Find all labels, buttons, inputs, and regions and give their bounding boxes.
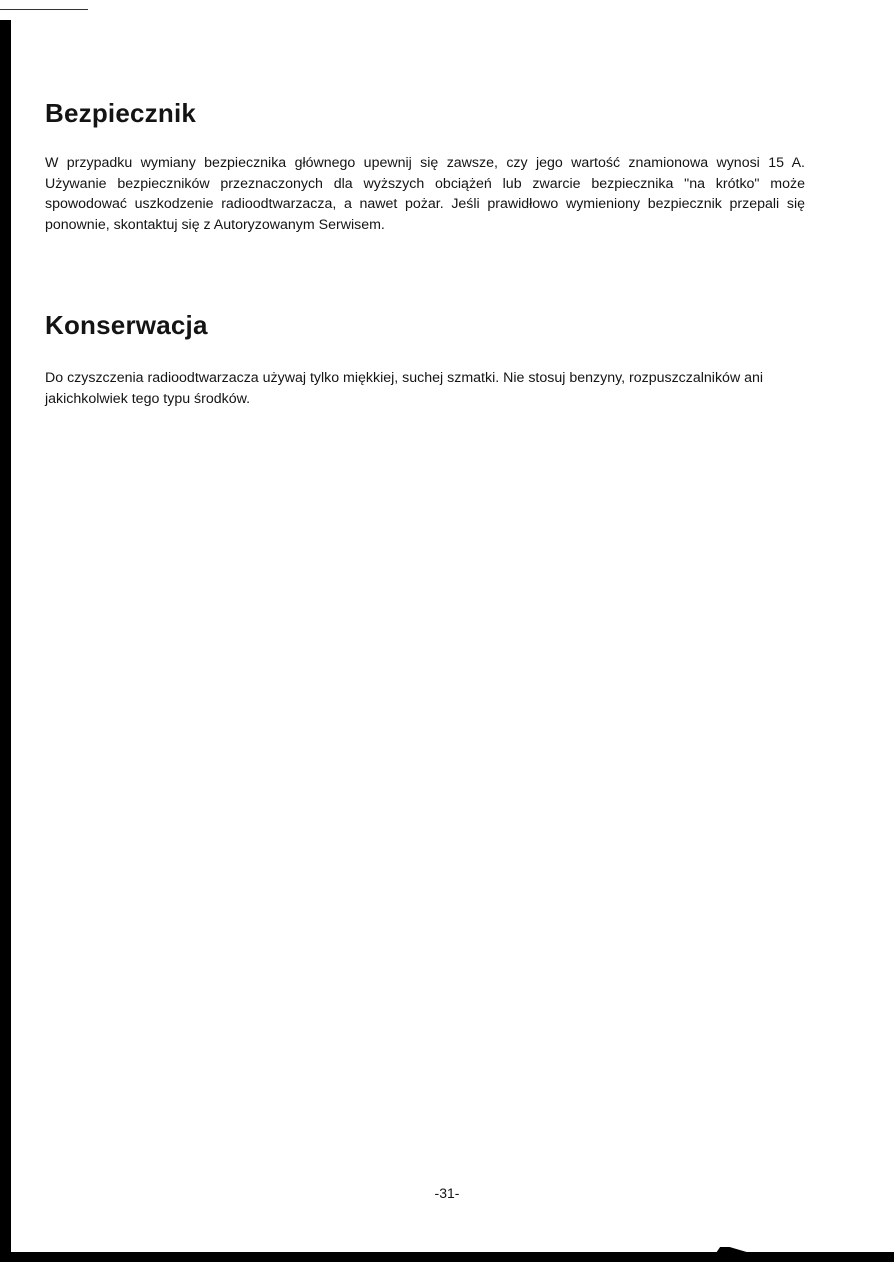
section-body-maintenance: Do czyszczenia radioodtwarzacza używaj tylko miękkiej, suchej szmatki. Nie stosuj benzyny, rozpuszczalników ani jakichkolwiek tego typu środków. [45, 370, 764, 407]
scan-bottom-edge [0, 1252, 894, 1262]
page-number: -31- [434, 1185, 460, 1201]
section-heading-maintenance: Konserwacja [45, 310, 208, 340]
scan-left-edge [0, 20, 11, 1262]
scan-top-line [0, 9, 88, 10]
scan-bottom-mark [716, 1247, 750, 1253]
section-maintenance [45, 308, 805, 409]
section-heading-fuse: Bezpiecznik [45, 98, 197, 128]
section-body-fuse: W przypadku wymiany bezpiecznika głównego upewnij się zawsze, czy jego wartość znamionowa wynosi 15 A. Używanie bezpieczników przeznaczonych dla wyższych obciążeń lub zwarcie bezpiecznika "na krótko" może spowodować uszkodzenie radioodtwarzacza, a nawet pożar. Jeśli prawidłowo wymieniony bezpiecznik przepali się ponownie, skontaktuj się z Autoryzowanym Serwisem. [45, 155, 805, 233]
section-fuse [45, 96, 805, 235]
